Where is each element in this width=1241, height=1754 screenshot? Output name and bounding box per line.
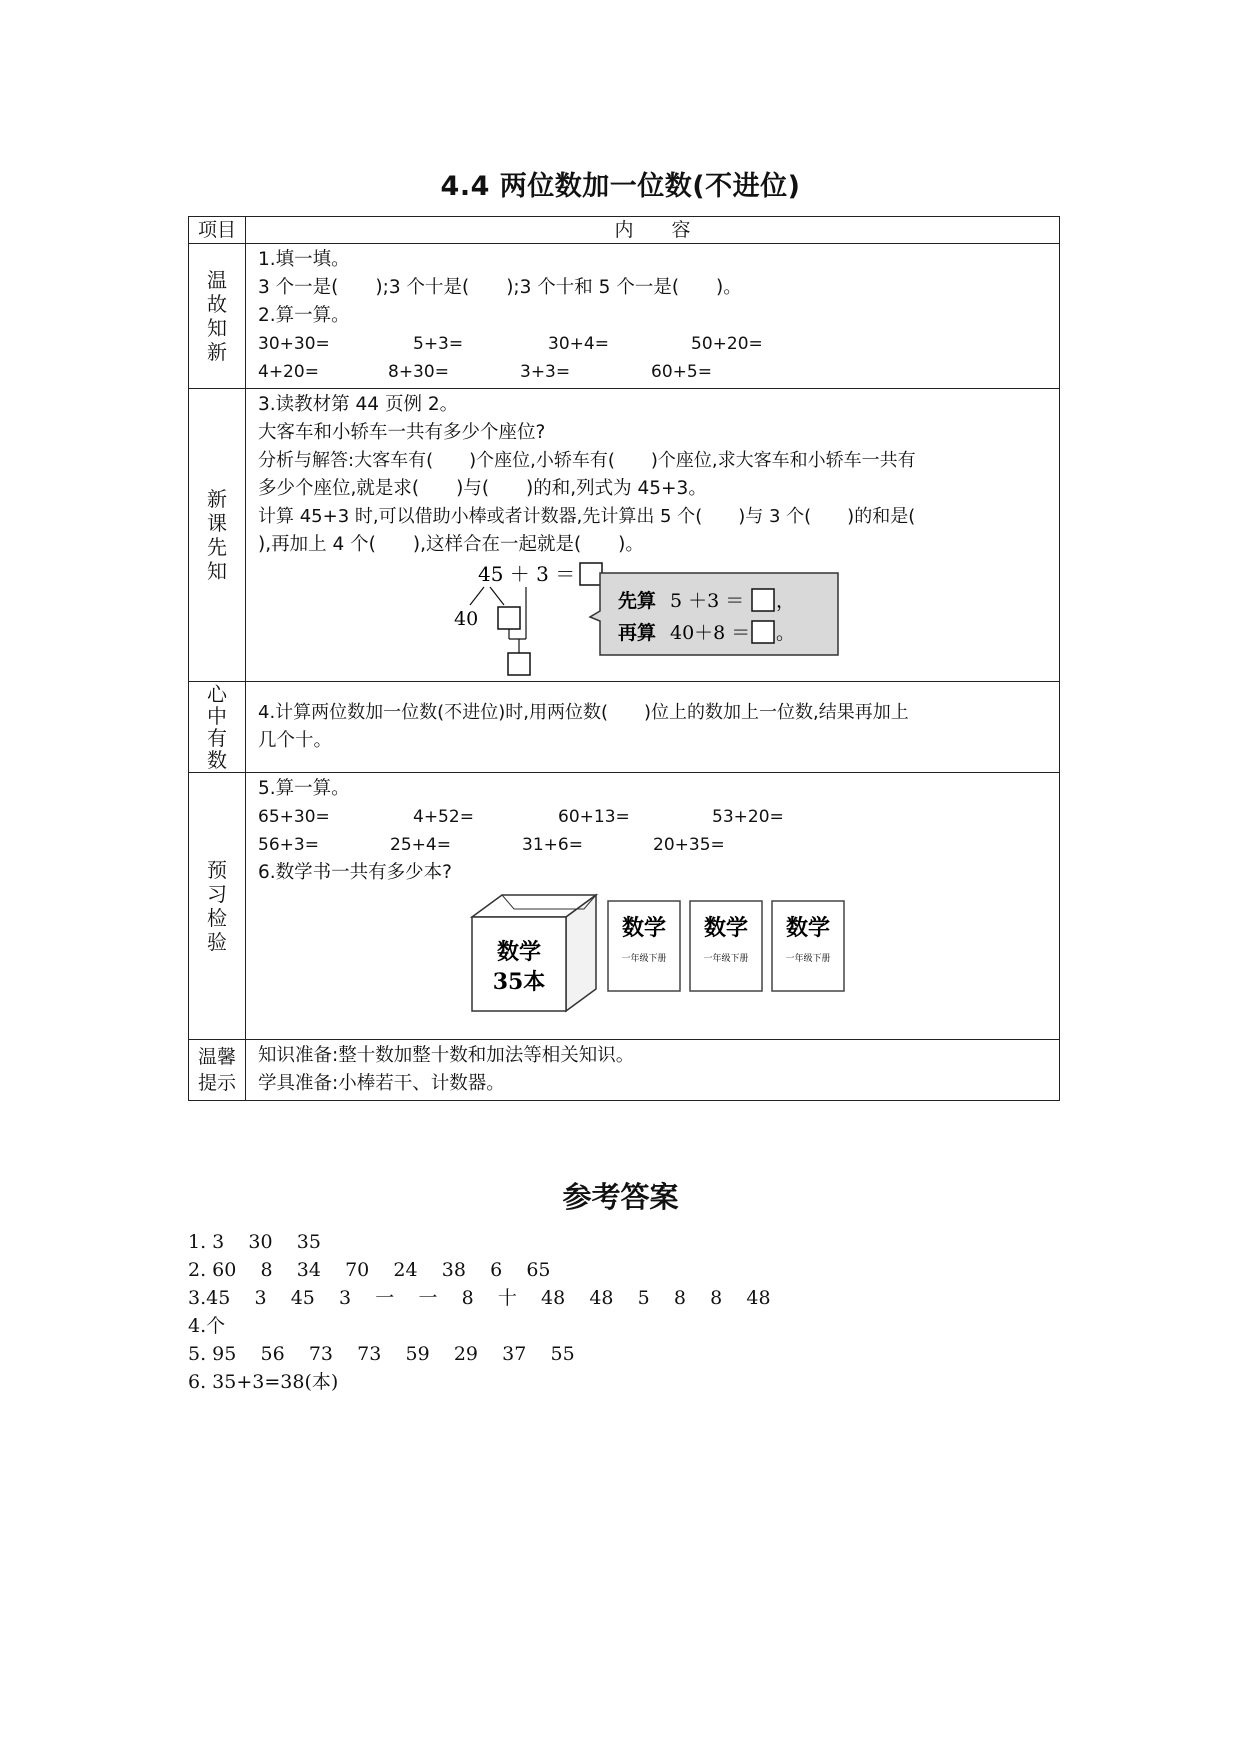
book-title: 数学 (785, 916, 831, 941)
calc-item: 20+35= (653, 835, 725, 855)
question-1-title: 1.填一填。 (258, 249, 350, 270)
bubble-expression: 40＋8 ＝ (670, 622, 751, 644)
section-label-practice (189, 773, 246, 1040)
book-subtitle: 一年级下册 (621, 954, 667, 964)
section-review (189, 244, 1060, 389)
question-1-text: 3 个一是( );3 个十是( );3 个十和 5 个一是( )。 (258, 277, 742, 298)
calc-item: 50+20= (691, 334, 763, 354)
calc-item: 5+3= (413, 334, 464, 354)
tip-line: 知识准备:整十数加整十数和加法等相关知识。 (258, 1045, 635, 1066)
calc-item: 25+4= (390, 835, 451, 855)
split-left-number: 40 (454, 608, 479, 630)
calc-item: 65+30= (258, 807, 330, 827)
answer-line: 3.45 3 45 3 一 一 8 十 48 48 5 8 8 48 (188, 1287, 771, 1309)
calc-item: 30+30= (258, 334, 330, 354)
question-3-question: 大客车和小轿车一共有多少个座位? (258, 422, 546, 443)
box-count: 35本 (492, 969, 546, 995)
section-label-text: 预习检验 (207, 858, 227, 954)
answer-box (580, 563, 602, 585)
question-2-title: 2.算一算。 (258, 305, 350, 326)
answer-line: 6. 35+3=38(本) (188, 1371, 339, 1393)
answer-box (508, 653, 530, 675)
calc-item: 56+3= (258, 835, 319, 855)
answer-line: 4.个 (188, 1315, 226, 1337)
section-content-summary (246, 682, 1060, 773)
book (608, 901, 680, 991)
section-label-review (189, 244, 246, 389)
answer-line: 5. 95 56 73 73 59 29 37 55 (188, 1343, 575, 1365)
section-new-lesson (189, 389, 1060, 682)
header-item-cell: 项目 (189, 217, 246, 244)
answer-box (752, 589, 774, 611)
box-label: 数学 (496, 940, 542, 965)
calc-item: 53+20= (712, 807, 784, 827)
section-label-text: 温馨提示 (197, 1046, 236, 1094)
section-label-text: 心中有数 (207, 681, 227, 772)
bubble-label: 先算 (618, 590, 657, 612)
calc-row (258, 358, 1049, 386)
calc-item: 3+3= (520, 362, 571, 382)
calc-row (258, 831, 1049, 859)
answer-list (188, 1228, 771, 1396)
section-content-tips (246, 1040, 1060, 1101)
question-3-analysis: 多少个座位,就是求( )与( )的和,列式为 45+3。 (258, 478, 707, 499)
header-content-cell: 内 容 (246, 217, 1060, 244)
worksheet-table (188, 216, 1060, 1101)
bubble-punctuation: 。 (776, 622, 796, 644)
section-label-text: 新课先知 (207, 487, 227, 583)
calc-item: 30+4= (548, 334, 609, 354)
calc-item: 31+6= (522, 835, 583, 855)
split-figure (258, 559, 1049, 679)
split-line (470, 587, 484, 605)
book-cover (772, 901, 844, 991)
bubble-punctuation: ， (776, 590, 796, 612)
question-3-title: 3.读教材第 44 页例 2。 (258, 394, 459, 415)
question-3-calc: 计算 45+3 时,可以借助小棒或者计数器,先计算出 5 个( )与 3 个( )的和是( (258, 506, 916, 527)
calc-item: 4+52= (413, 807, 474, 827)
bubble-expression: 5 ＋3 ＝ (670, 590, 745, 612)
answer-title: 参考答案 (562, 1180, 679, 1214)
split-diagram (258, 559, 1058, 679)
answer-line: 1. 3 30 35 (188, 1231, 321, 1253)
calc-item: 60+5= (651, 362, 712, 382)
section-practice (189, 773, 1060, 1040)
book-subtitle: 一年级下册 (703, 954, 749, 964)
calc-row (258, 330, 1049, 358)
question-4-text: 几个十。 (258, 730, 333, 751)
section-label-new-lesson (189, 389, 246, 682)
book-subtitle: 一年级下册 (785, 954, 831, 964)
top-expression: 45 ＋ 3 ＝ (478, 562, 576, 586)
page-title: 4.4 两位数加一位数(不进位) (440, 171, 801, 202)
question-3-analysis: 分析与解答:大客车有( )个座位,小轿车有( )个座位,求大客车和小轿车一共有 (258, 450, 916, 471)
answer-line: 2. 60 8 34 70 24 38 6 65 (188, 1259, 551, 1281)
section-label-tips (189, 1040, 246, 1101)
calc-item: 8+30= (388, 362, 449, 382)
book (772, 901, 844, 991)
split-line (490, 587, 504, 605)
book (690, 901, 762, 991)
question-5-title: 5.算一算。 (258, 778, 350, 799)
question-4-text: 4.计算两位数加一位数(不进位)时,用两位数( )位上的数加上一位数,结果再加上 (258, 702, 909, 723)
table-header-row (189, 217, 1060, 244)
calc-item: 4+20= (258, 362, 319, 382)
section-label-summary (189, 682, 246, 773)
question-3-calc: ),再加上 4 个( ),这样合在一起就是( )。 (258, 534, 644, 555)
tip-line: 学具准备:小棒若干、计数器。 (258, 1073, 505, 1094)
section-content-review (246, 244, 1060, 389)
section-content-practice (246, 773, 1060, 1040)
book-cover (608, 901, 680, 991)
books-illustration (258, 887, 1058, 1037)
bubble-label: 再算 (618, 622, 657, 644)
answer-box (498, 607, 520, 629)
book-title: 数学 (703, 916, 749, 941)
book-cover (690, 901, 762, 991)
books-figure (258, 887, 1049, 1037)
calc-row (258, 803, 1049, 831)
book-title: 数学 (621, 916, 667, 941)
section-label-text: 温故知新 (207, 268, 227, 364)
answer-box (752, 621, 774, 643)
section-summary (189, 682, 1060, 773)
question-6-title: 6.数学书一共有多少本? (258, 862, 452, 883)
section-content-new-lesson (246, 389, 1060, 682)
section-tips (189, 1040, 1060, 1101)
calc-item: 60+13= (558, 807, 630, 827)
